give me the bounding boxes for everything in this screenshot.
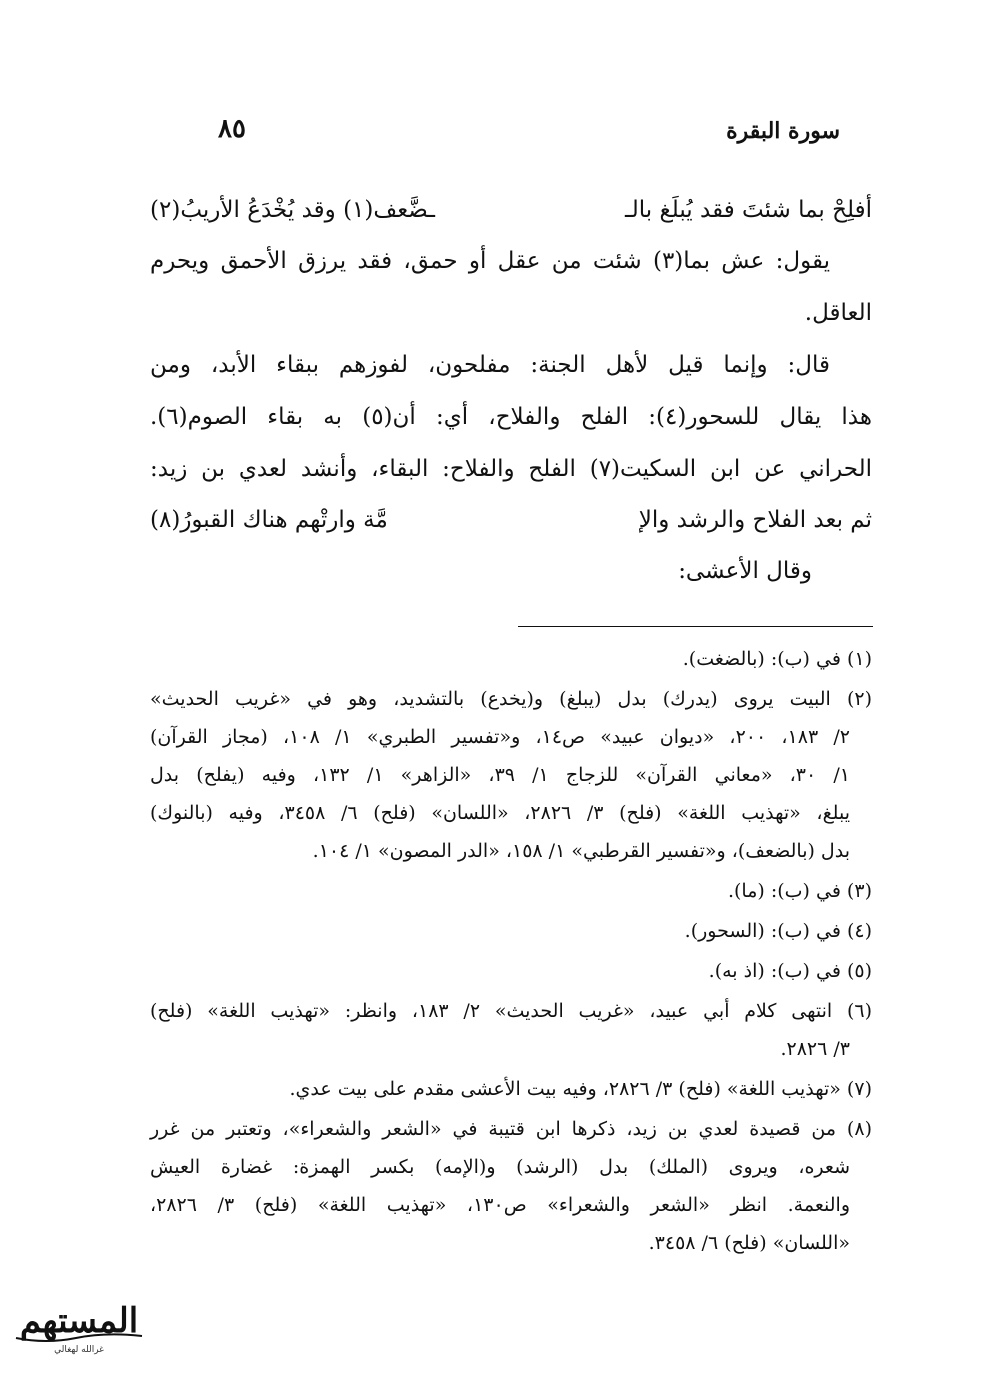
footnote-line: «اللسان» (فلح) ٦/ ٣٤٥٨. bbox=[648, 1232, 850, 1254]
footnote-4 bbox=[150, 912, 872, 950]
footnote-7 bbox=[150, 1070, 872, 1108]
footnote-3 bbox=[150, 872, 872, 910]
footnote-line: شعره، ويروى (الملك) بدل (الرشد) و(الإمه) بكسر الهمزة: غضارة العيش bbox=[150, 1156, 850, 1178]
logo-subtext: غرالله لهغالي bbox=[54, 1345, 104, 1355]
footnote-line: (٣) في (ب): (ما). bbox=[727, 880, 872, 902]
page-header bbox=[0, 114, 990, 158]
footnote-line: (١) في (ب): (بالضغت). bbox=[682, 648, 872, 670]
verse-2-second-hemistich: مَّة وارتْهم هناك القبورُ(٨) bbox=[150, 507, 388, 533]
footnote-1 bbox=[150, 640, 872, 678]
footnote-line: والنعمة. انظر «الشعر والشعراء» ص١٣٠، «تهذيب اللغة» (فلح) ٣/ ٢٨٢٦، bbox=[150, 1194, 850, 1216]
footnote-8 bbox=[150, 1110, 872, 1262]
paragraph-line: يقول: عش بما(٣) شئت من عقل أو حمق، فقد يرزق الأحمق ويحرم bbox=[150, 248, 830, 274]
footnote-line: ٣/ ٢٨٢٦. bbox=[780, 1038, 850, 1060]
footnote-separator bbox=[518, 626, 873, 627]
footnote-2 bbox=[150, 680, 872, 870]
footnote-line: يبلغ، «تهذيب اللغة» (فلح) ٣/ ٢٨٢٦، «اللسان» (فلح) ٦/ ٣٤٥٨، وفيه (بالنوك) bbox=[150, 802, 850, 824]
footnote-line: (٧) «تهذيب اللغة» (فلح) ٣/ ٢٨٢٦، وفيه بيت الأعشى مقدم على بيت عدي. bbox=[289, 1078, 872, 1100]
paragraph-line: العاقل. bbox=[804, 300, 872, 326]
publisher-logo bbox=[6, 1292, 152, 1360]
logo-text: المستهم bbox=[19, 1301, 139, 1341]
footnote-line: ٢/ ١٨٣، ٢٠٠، «ديوان عبيد» ص١٤، و«تفسير الطبري» ١/ ١٠٨، (مجاز القرآن) bbox=[150, 726, 850, 748]
footnote-line: (٢) البيت يروى (يدرك) بدل (يبلغ) و(يخدع) بالتشديد، وهو في «غريب الحديث» bbox=[150, 688, 872, 710]
footnote-line: (٨) من قصيدة لعدي بن زيد، ذكرها ابن قتيبة في «الشعر والشعراء»، وتعتبر من غرر bbox=[150, 1118, 872, 1140]
footnote-5 bbox=[150, 952, 872, 990]
paragraph-line: قال: وإنما قيل لأهل الجنة: مفلحون، لفوزهم ببقاء الأبد، ومن bbox=[150, 352, 830, 378]
footnotes bbox=[150, 640, 872, 1264]
paragraph-line: وقال الأعشى: bbox=[678, 558, 812, 584]
verse-2-first-hemistich: ثم بعد الفلاح والرشد والإ bbox=[638, 507, 872, 533]
footnote-line: بدل (بالضعف)، و«تفسير القرطبي» ١/ ١٥٨، «الدر المصون» ١/ ١٠٤. bbox=[312, 840, 850, 862]
footnote-line: (٥) في (ب): (اذ به). bbox=[708, 960, 872, 982]
surah-title: سورة البقرة bbox=[726, 118, 840, 144]
paragraph-line: هذا يقال للسحور(٤): الفلح والفلاح، أي: أن(٥) به بقاء الصوم(٦). bbox=[150, 404, 873, 430]
poetry-verse-1 bbox=[150, 185, 872, 235]
footnote-line: (٦) انتهى كلام أبي عبيد، «غريب الحديث» ٢/ ١٨٣، وانظر: «تهذيب اللغة» (فلح) bbox=[150, 1000, 872, 1022]
footnote-line: (٤) في (ب): (السحور). bbox=[684, 920, 872, 942]
footnote-line: ١/ ٣٠، «معاني القرآن» للزجاج ١/ ٣٩، «الزاهر» ١/ ١٣٢، وفيه (يفلح) بدل bbox=[150, 764, 850, 786]
page-number: ٨٥ bbox=[218, 114, 246, 144]
poetry-verse-2 bbox=[150, 495, 872, 545]
footnote-6 bbox=[150, 992, 872, 1068]
verse-1-first-hemistich: أفلِحْ بما شئتَ فقد يُبلَغ بالـ bbox=[625, 197, 872, 223]
paragraph-line: الحراني عن ابن السكيت(٧) الفلح والفلاح: البقاء، وأنشد لعدي بن زيد: bbox=[150, 456, 873, 482]
verse-1-second-hemistich: ـضَّعف(١) وقد يُخْدَعُ الأريبُ(٢) bbox=[150, 197, 435, 223]
main-text bbox=[150, 185, 872, 597]
